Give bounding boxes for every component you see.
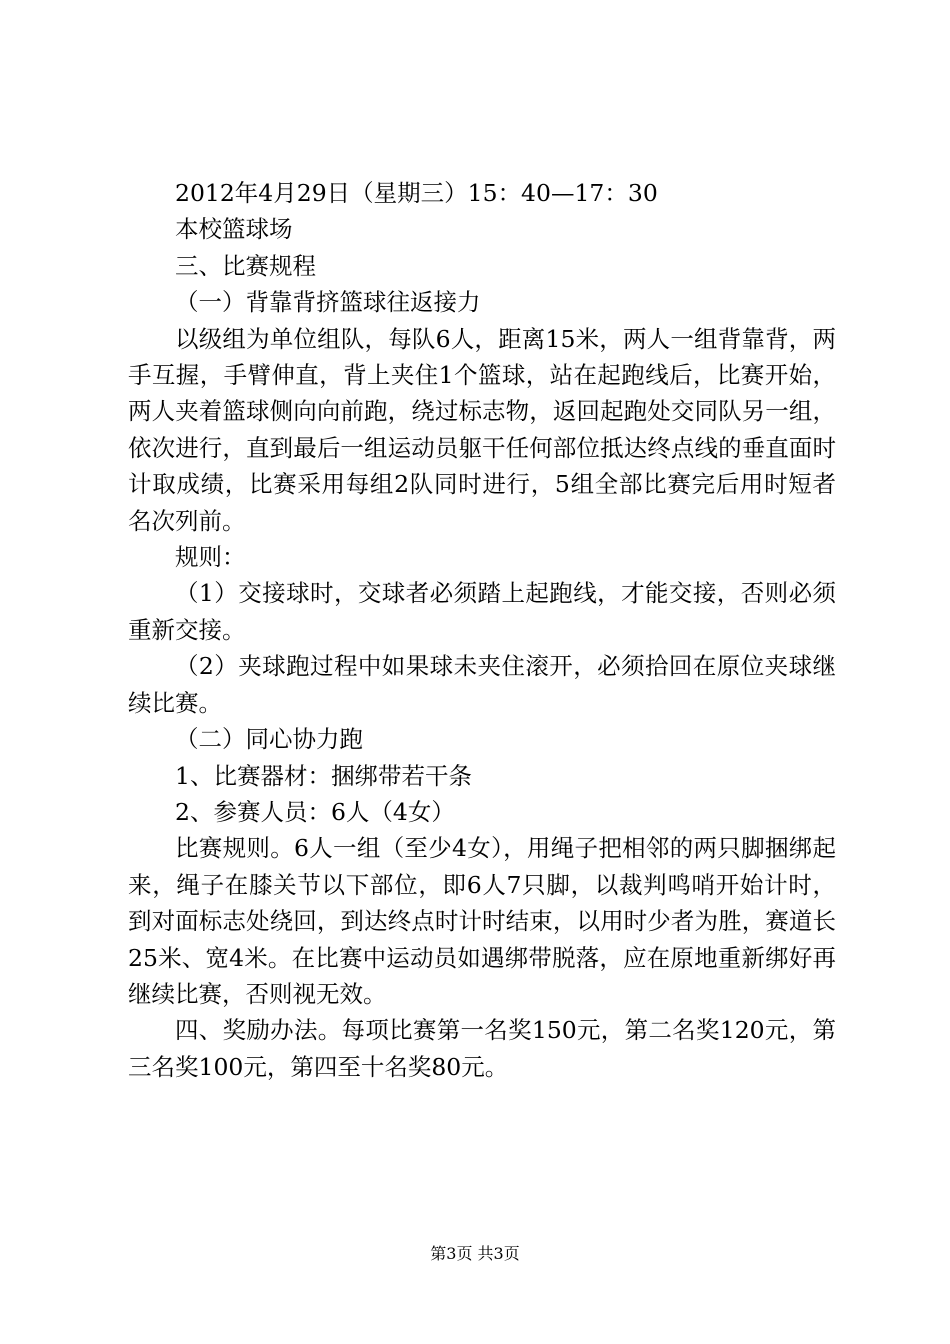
event-time: 2012年4月29日（星期三）15：40—17：30: [175, 179, 658, 207]
document-body: [128, 175, 836, 1085]
event-location: 本校篮球场: [175, 215, 293, 244]
award-section: 四、奖励办法。每项比赛第一名奖150元，第二名奖120元，第三名奖100元，第四至十名奖80元。: [128, 1016, 836, 1081]
page-number-footer: 第3页 共3页: [430, 1244, 520, 1263]
equipment-item: 1、比赛器材：捆绑带若干条: [175, 761, 472, 790]
rules-label: 规则：: [175, 543, 246, 572]
section-heading-rules: 三、比赛规程: [175, 251, 316, 280]
subsection-heading-three-legged: （二）同心协力跑: [175, 725, 363, 754]
rule-item-1: （1）交接球时，交球者必须踏上起跑线，才能交接，否则必须重新交接。: [128, 579, 836, 644]
subsection-heading-relay: （一）背靠背挤篮球往返接力: [175, 288, 481, 317]
three-legged-rules: 比赛规则。6人一组（至少4女），用绳子把相邻的两只脚捆绑起来，绳子在膝关节以下部位，即6人7只脚，以裁判鸣哨开始计时，到对面标志处绕回，到达终点时计时结束，以用时少者为胜，赛道长25米、宽4米。在比赛中运动员如遇绑带脱落，应在原地重新绑好再继续比赛，否则视无效。: [128, 834, 836, 1008]
rule-item-2: （2）夹球跑过程中如果球未夹住滚开，必须拾回在原位夹球继续比赛。: [128, 652, 836, 717]
participants-item: 2、参赛人员：6人（4女）: [175, 797, 455, 826]
relay-description: 以级组为单位组队，每队6人，距离15米，两人一组背靠背，两手互握，手臂伸直，背上夹住1个篮球，站在起跑线后，比赛开始，两人夹着篮球侧向向前跑，绕过标志物，返回起跑处交同队另一组，依次进行，直到最后一组运动员躯干任何部位抵达终点线的垂直面时计取成绩，比赛采用每组2队同时进行，5组全部比赛完后用时短者名次列前。: [128, 324, 836, 535]
